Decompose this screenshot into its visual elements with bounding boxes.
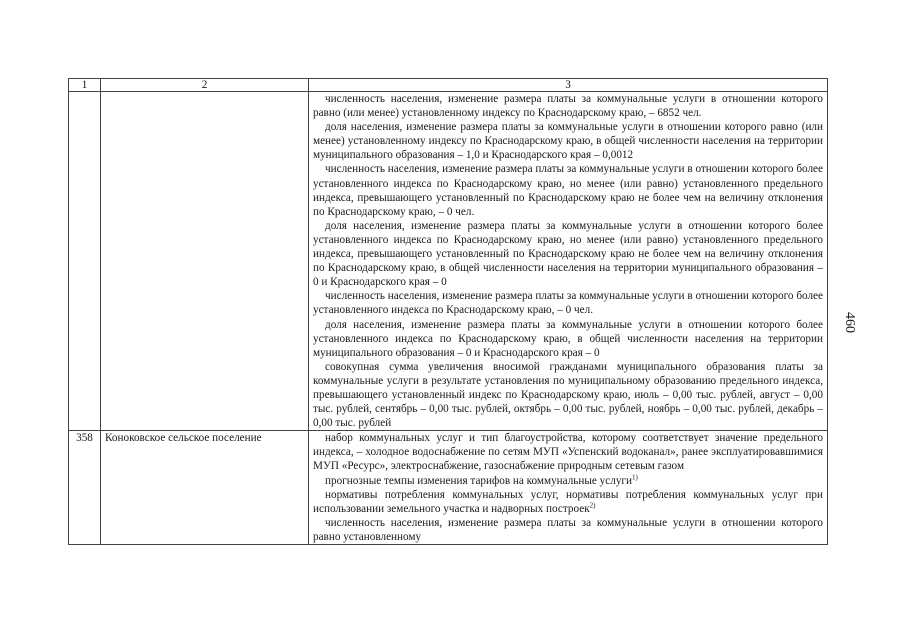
footnote-mark: 1): [631, 472, 638, 481]
header-col-3: 3: [309, 79, 828, 92]
header-col-2: 2: [101, 79, 309, 92]
indicators-cell: [309, 431, 828, 545]
indicator-paragraph: доля населения, изменение размера платы за коммунальные услуги в отношении которого равно (или менее) установленному индексу по Краснодарскому краю, в общей численности населения на территории муниципального образования – 1,0 и Краснодарского края – 0,0012: [313, 121, 823, 162]
document-table: [68, 78, 828, 545]
row-number: [69, 92, 101, 431]
indicator-paragraph: совокупная сумма увеличения вносимой гражданами муниципального образования платы за коммунальные услуги в результате установления по муниципальному образованию предельного индекса, превышающего установленный индекс по Краснодарскому краю, июль – 0,00 тыс. рублей, август – 0,00 тыс. рублей, сентябрь – 0,00 тыс. рублей, октябрь – 0,00 тыс. рублей, ноябрь – 0,00 тыс. рублей, декабрь – 0,00 тыс. рублей: [313, 360, 823, 430]
indicator-paragraph: набор коммунальных услуг и тип благоустройства, которому соответствует значение предельного индекса, – холодное водоснабжение по сетям МУП «Успенский водоканал», ранее эксплуатировавшимися МУП «Ресурс», электроснабжение, газоснабжение природным сетевым газом: [313, 432, 823, 473]
indicator-paragraph: доля населения, изменение размера платы за коммунальные услуги в отношении которого более установленного индекса по Краснодарскому краю, но менее (или равно) установленного предельного индекса, превышающего установленный по Краснодарскому краю не более чем на величину отклонения по Краснодарскому краю, в общей численности населения на территории муниципального образования – 0 и Краснодарского края – 0: [313, 219, 823, 289]
indicator-paragraph: [313, 488, 823, 516]
footnote-mark: 2): [589, 500, 596, 509]
indicators-cell: [309, 92, 828, 431]
indicator-paragraph: доля населения, изменение размера платы за коммунальные услуги в отношении которого более установленного индекса по Краснодарскому краю, в общей численности населения на территории муниципального образования – 0 и Краснодарского края – 0: [313, 318, 823, 359]
indicator-paragraph: численность населения, изменение размера платы за коммунальные услуги в отношении которого более установленного индекса по Краснодарскому краю, – 0 чел.: [313, 290, 823, 317]
indicator-paragraph: [313, 474, 823, 488]
table-row: [69, 92, 828, 431]
table-header-row: [69, 79, 828, 92]
table-row: [69, 431, 828, 545]
indicator-paragraph: численность населения, изменение размера платы за коммунальные услуги в отношении которого равно (или менее) установленному индексу по Краснодарскому краю, – 6852 чел.: [313, 93, 823, 120]
header-col-1: 1: [69, 79, 101, 92]
page-number: 460: [842, 312, 857, 333]
indicator-paragraph: численность населения, изменение размера платы за коммунальные услуги в отношении которого равно установленному: [313, 516, 823, 543]
row-number: 358: [69, 431, 101, 545]
settlement-name: [101, 92, 309, 431]
indicator-paragraph: численность населения, изменение размера платы за коммунальные услуги в отношении которого более установленного индекса по Краснодарскому краю, но менее (или равно) установленного предельного индекса, превышающего установленный по Краснодарскому краю не более чем на величину отклонения по Краснодарскому краю, – 0 чел.: [313, 163, 823, 218]
indicator-text: нормативы потребления коммунальных услуг, нормативы потребления коммунальных услуг при использовании земельного участка и надворных построек: [313, 488, 823, 515]
settlement-name: Коноковское сельское поселение: [101, 431, 309, 545]
indicator-text: прогнозные темпы изменения тарифов на коммунальные услуги: [325, 474, 632, 487]
